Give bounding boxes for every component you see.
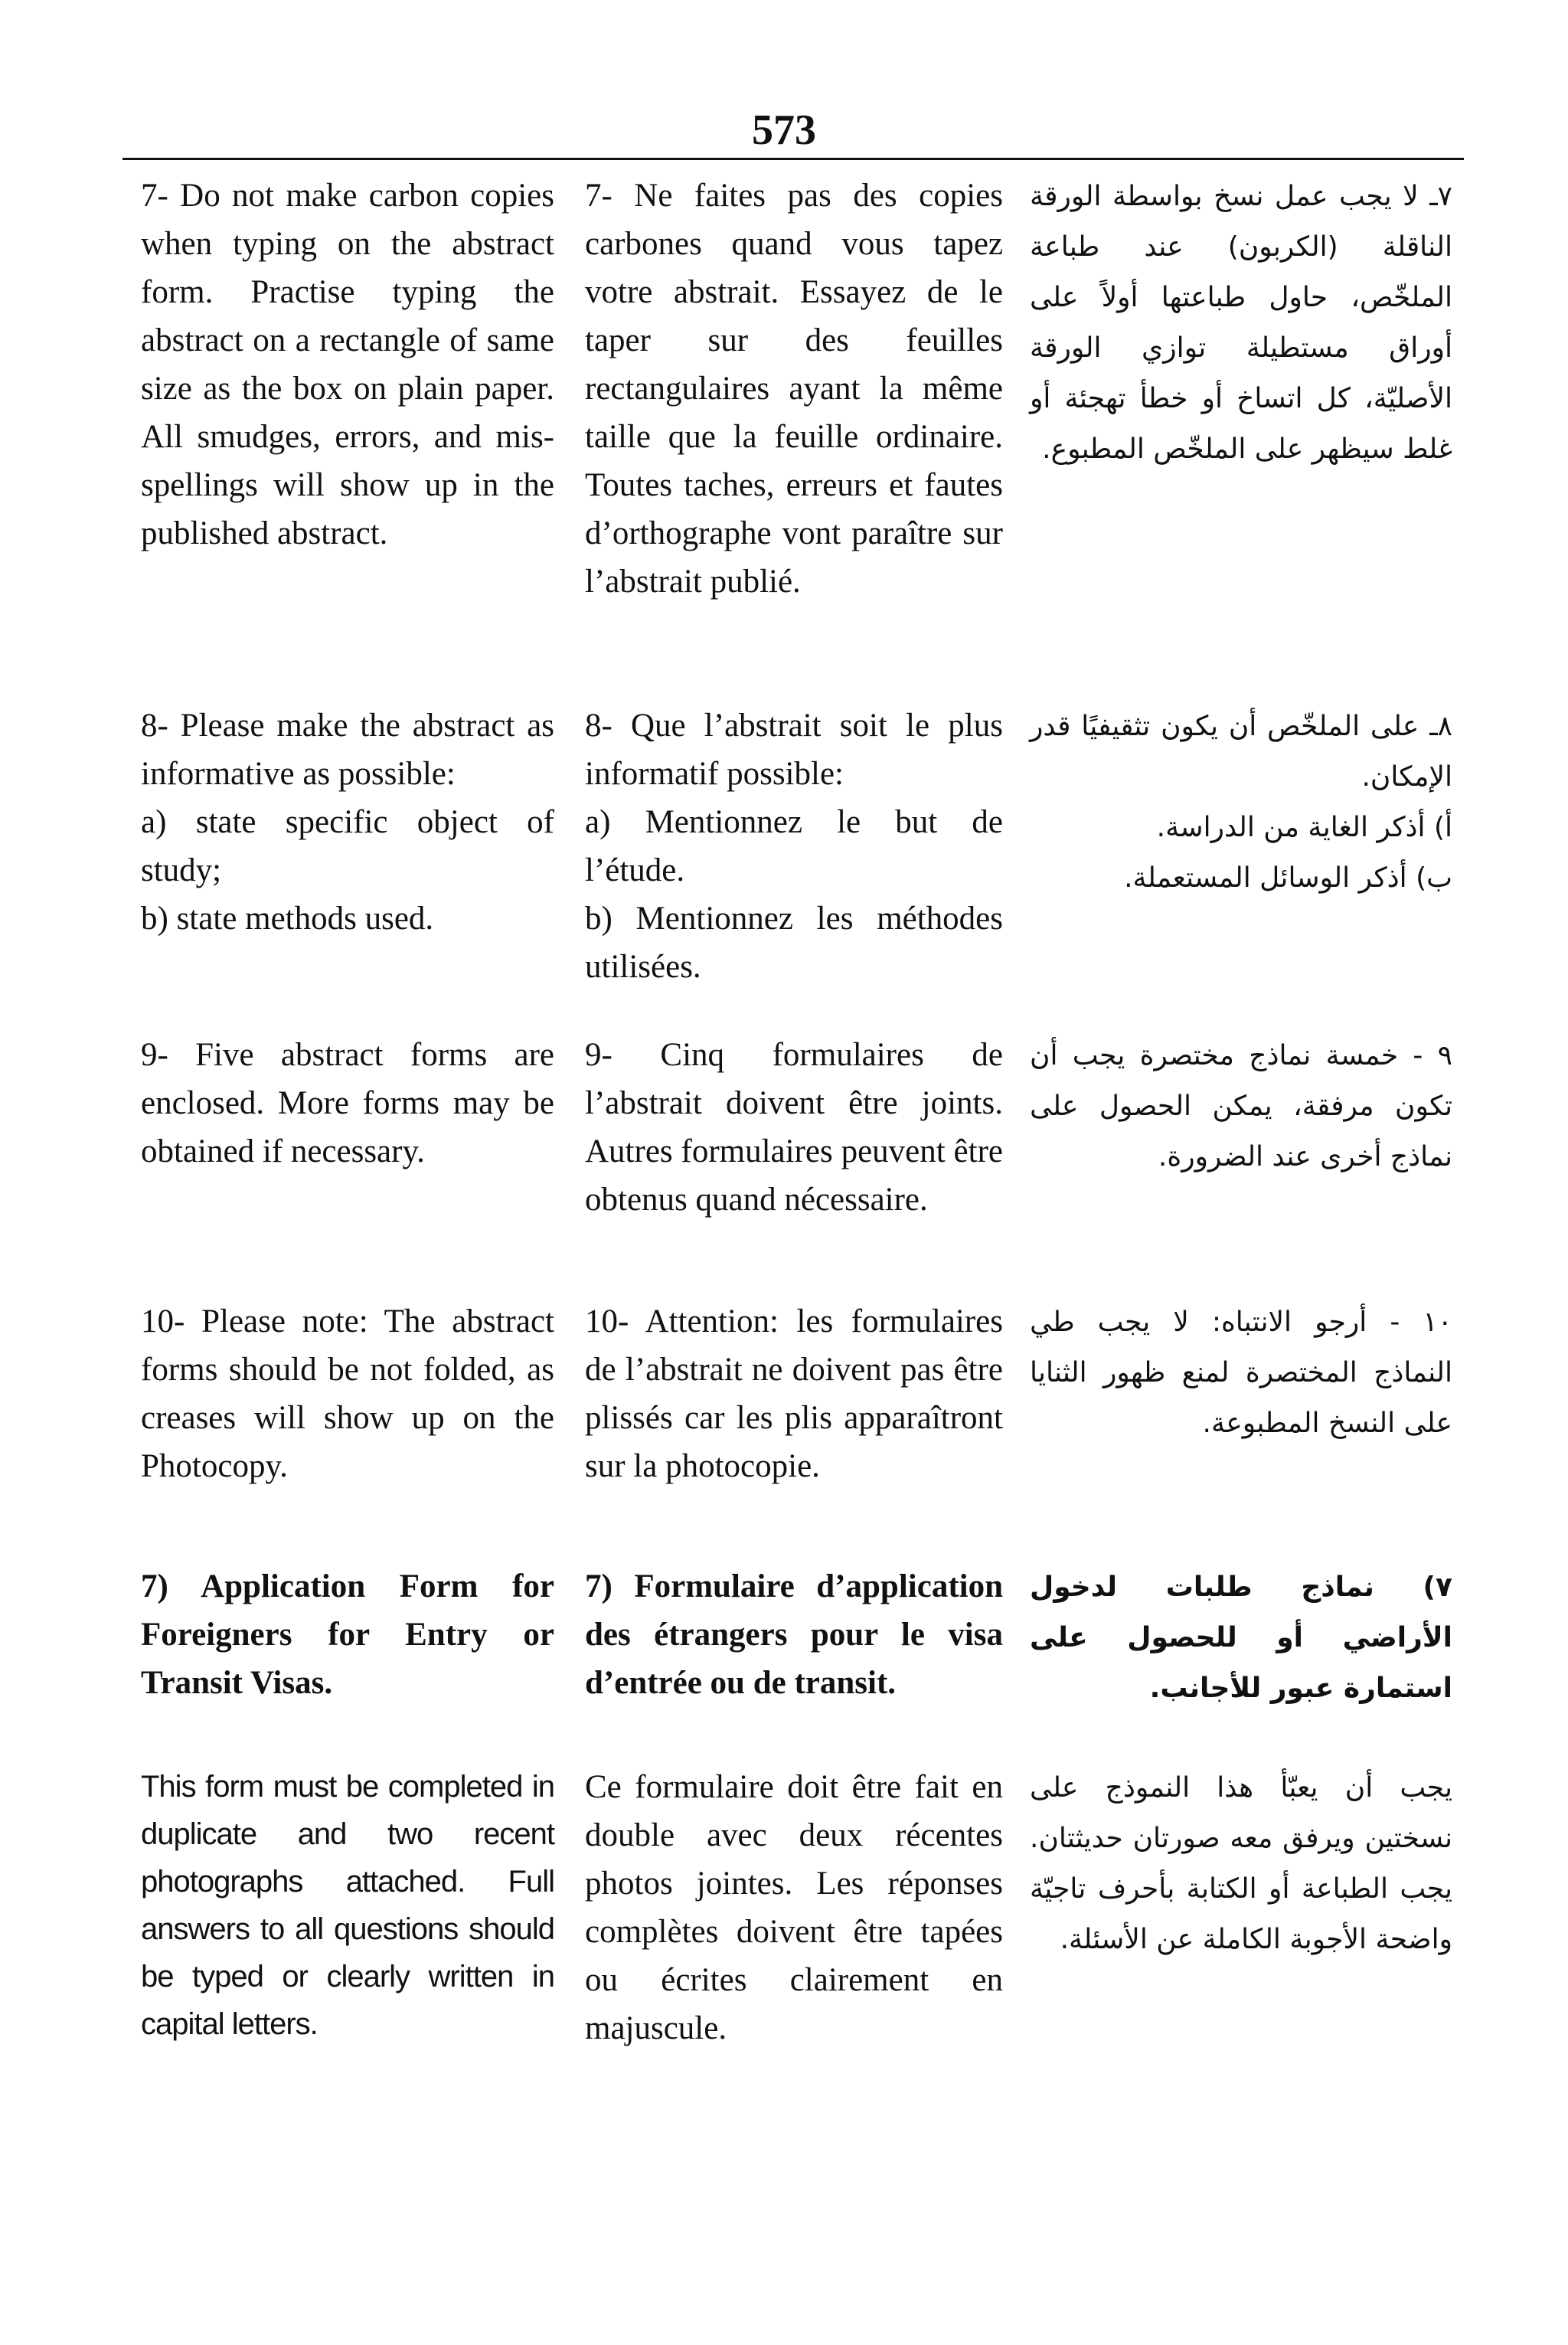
fr-item-10: [585, 1297, 1003, 1490]
ar-item-10: [1030, 1297, 1452, 1449]
ar-section-7-body: [1030, 1763, 1452, 1965]
fr-item-10-text: 10- Attention: les formulaires de l’abstrait ne doivent pas être plissés car les plis apparaîtront sur la photocopie.: [585, 1303, 1003, 1484]
en-item-8-b: b) state methods used.: [141, 901, 434, 937]
fr-item-9: [585, 1031, 1003, 1224]
fr-item-7-text: 7- Ne faites pas des copies carbones quand vous tapez votre abstrait. Essayez de le taper sur des feuilles rectangulaires ayant la même taille que la feuille ordinaire. Toutes taches, erreurs et fautes d’orthographe vont paraître sur l’abstrait publié.: [585, 178, 1003, 600]
en-item-8-intro: 8- Please make the abstract as informative as possible:: [141, 708, 554, 792]
fr-item-8: [585, 702, 1003, 991]
ar-section-7-heading: [1030, 1562, 1452, 1714]
en-section-7-body-text: This form must be completed in duplicate and two recent photographs attached. Full answers to all questions should be typed or clearly written in capital letters.: [141, 1770, 554, 2041]
ar-item-7-text: ٧ـ لا يجب عمل نسخ بواسطة الورقة الناقلة (الكربون) عند طباعة الملخّص، حاول طباعتها أولاً على أوراق مستطيلة توازي الورقة الأصليّة، كل اتساخ أو خطأ تهجئة أو غلط سيظهر على الملخّص المطبوع.: [1030, 181, 1452, 465]
ar-item-8-b: ب) أذكر الوسائل المستعملة.: [1124, 862, 1452, 894]
en-item-9: [141, 1031, 554, 1176]
en-item-7: [141, 172, 554, 558]
fr-item-7: [585, 172, 1003, 606]
ar-item-7: [1030, 172, 1452, 475]
ar-item-8-a: أ) أذكر الغاية من الدراسة.: [1156, 812, 1452, 843]
ar-item-10-text: ١٠ - أرجو الانتباه: لا يجب طي النماذج المختصرة لمنع ظهور الثنايا على النسخ المطبوعة.: [1030, 1307, 1452, 1439]
fr-section-7-heading: [585, 1562, 1003, 1707]
en-item-7-text: 7- Do not make carbon copies when typing on the abstract form. Practise typing the abstract on a rectangle of same size as the box on plain paper. All smudges, errors, and misspellings will show up in the published abstract.: [141, 178, 554, 551]
fr-section-7-body-text: Ce formulaire doit être fait en double avec deux récentes photos jointes. Les réponses complètes doivent être tapées ou écrites clairement en majuscule.: [585, 1769, 1003, 2046]
en-item-9-text: 9- Five abstract forms are enclosed. More forms may be obtained if necessary.: [141, 1037, 554, 1169]
ar-item-8-intro: ٨ـ على الملخّص أن يكون تثقيفيًا قدر الإمكان.: [1030, 711, 1452, 793]
en-item-8-a: a) state specific object of study;: [141, 804, 554, 888]
page-number: 573: [752, 106, 816, 154]
fr-section-7-body: [585, 1763, 1003, 2052]
fr-item-8-b: b) Mentionnez les méthodes utilisées.: [585, 901, 1003, 985]
fr-item-8-intro: 8- Que l’abstrait soit le plus informatif possible:: [585, 708, 1003, 792]
en-section-7-body: [141, 1763, 554, 2048]
ar-item-8: [1030, 702, 1452, 904]
fr-item-8-a: a) Mentionnez le but de l’étude.: [585, 804, 1003, 888]
en-item-10-text: 10- Please note: The abstract forms should be not folded, as creases will show up on the Photocopy.: [141, 1303, 554, 1484]
fr-section-7-heading-text: 7) Formulaire d’application des étrangers pour le visa d’entrée ou de transit.: [585, 1568, 1003, 1701]
ar-item-9-text: ٩ - خمسة نماذج مختصرة يجب أن تكون مرفقة، يمكن الحصول على نماذج أخرى عند الضرورة.: [1030, 1040, 1452, 1172]
fr-item-9-text: 9- Cinq formulaires de l’abstrait doivent être joints. Autres formulaires peuvent être obtenus quand nécessaire.: [585, 1037, 1003, 1218]
ar-item-9: [1030, 1031, 1452, 1182]
en-section-7-heading: [141, 1562, 554, 1707]
ar-section-7-heading-text: ٧) نماذج طلبات لدخول الأراضي أو للحصول على استمارة عبور للأجانب.: [1030, 1572, 1452, 1704]
ar-section-7-body-text: يجب أن يعبّأ هذا النموذج على نسختين ويرفق معه صورتان حديثتان. يجب الطباعة أو الكتابة بأحرف تاجيّة واضحة الأجوبة الكاملة عن الأسئلة.: [1030, 1772, 1452, 1955]
en-item-10: [141, 1297, 554, 1490]
header-rule: [122, 158, 1464, 160]
en-item-8: [141, 702, 554, 943]
en-section-7-heading-text: 7) Application Form for Foreigners for Entry or Transit Visas.: [141, 1568, 554, 1701]
